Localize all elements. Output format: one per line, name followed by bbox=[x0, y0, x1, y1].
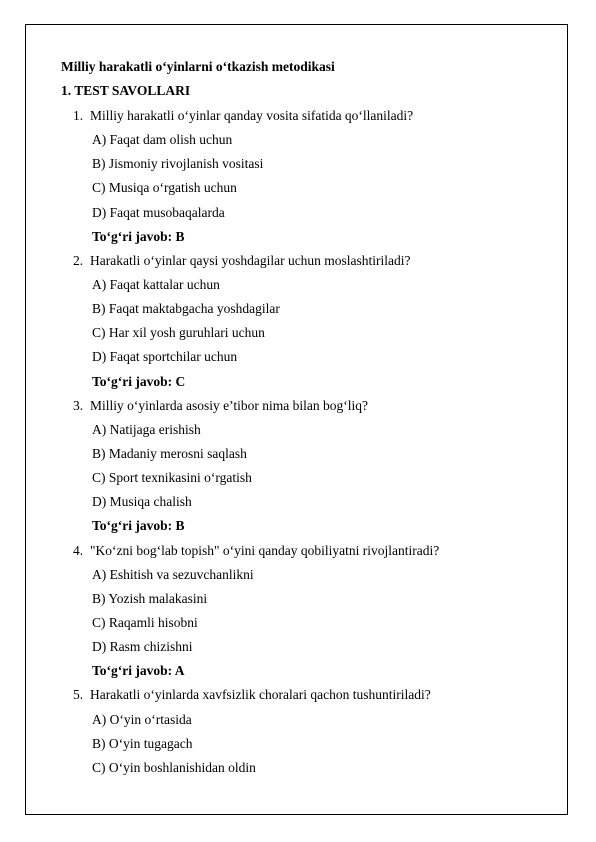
correct-answer: To‘g‘ri javob: B bbox=[92, 228, 185, 244]
question-item bbox=[0, 249, 596, 273]
question-item bbox=[0, 683, 596, 707]
answer-option: A) Natijaga erishish bbox=[92, 421, 201, 437]
correct-answer: To‘g‘ri javob: A bbox=[92, 663, 185, 679]
question-text: "Ko‘zni bog‘lab topish" o‘yini qanday qobiliyatni rivojlantiradi? bbox=[90, 542, 440, 558]
answer-option: B) O‘yin tugagach bbox=[92, 735, 193, 751]
answer-option: D) Musiqa chalish bbox=[92, 494, 192, 510]
answer-option: B) Madaniy merosni saqlash bbox=[92, 445, 247, 461]
question-item bbox=[0, 539, 596, 563]
question-number: 2. bbox=[73, 252, 84, 268]
answer-option: A) O‘yin o‘rtasida bbox=[92, 711, 192, 727]
answer-option: A) Faqat kattalar uchun bbox=[92, 276, 220, 292]
answer-option: C) Raqamli hisobni bbox=[92, 614, 198, 630]
answer-option: C) O‘yin boshlanishidan oldin bbox=[92, 759, 256, 775]
question-number: 3. bbox=[73, 397, 84, 413]
document-title: Milliy harakatli o‘yinlarni o‘tkazish metodikasi bbox=[61, 59, 335, 74]
question-number: 4. bbox=[73, 542, 84, 558]
section-heading: 1. TEST SAVOLLARI bbox=[61, 83, 191, 98]
question-item bbox=[0, 394, 596, 418]
correct-answer: To‘g‘ri javob: C bbox=[92, 373, 186, 389]
question-item bbox=[0, 104, 596, 128]
question-list bbox=[0, 104, 596, 780]
answer-option: D) Faqat musobaqalarda bbox=[92, 204, 225, 220]
question-text: Harakatli o‘yinlar qaysi yoshdagilar uchun moslashtiriladi? bbox=[90, 252, 411, 268]
question-text: Milliy harakatli o‘yinlar qanday vosita sifatida qo‘llaniladi? bbox=[90, 108, 414, 123]
answer-option: A) Eshitish va sezuvchanlikni bbox=[92, 566, 254, 582]
question-number: 1. bbox=[73, 108, 84, 123]
answer-option: C) Har xil yosh guruhlari uchun bbox=[92, 325, 265, 341]
answer-option: B) Faqat maktabgacha yoshdagilar bbox=[92, 301, 280, 317]
answer-option: A) Faqat dam olish uchun bbox=[92, 132, 233, 148]
answer-option: C) Sport texnikasini o‘rgatish bbox=[92, 470, 252, 486]
answer-option: D) Rasm chizishni bbox=[92, 639, 193, 655]
question-text: Harakatli o‘yinlarda xavfsizlik choralari qachon tushuntiriladi? bbox=[90, 687, 431, 703]
question-text: Milliy o‘yinlarda asosiy e’tibor nima bilan bog‘liq? bbox=[90, 397, 368, 413]
correct-answer: To‘g‘ri javob: B bbox=[92, 518, 185, 534]
answer-option: B) Yozish malakasini bbox=[92, 590, 208, 606]
answer-option: C) Musiqa o‘rgatish uchun bbox=[92, 180, 237, 196]
answer-option: B) Jismoniy rivojlanish vositasi bbox=[92, 156, 264, 172]
question-number: 5. bbox=[73, 687, 84, 703]
answer-option: D) Faqat sportchilar uchun bbox=[92, 349, 238, 365]
